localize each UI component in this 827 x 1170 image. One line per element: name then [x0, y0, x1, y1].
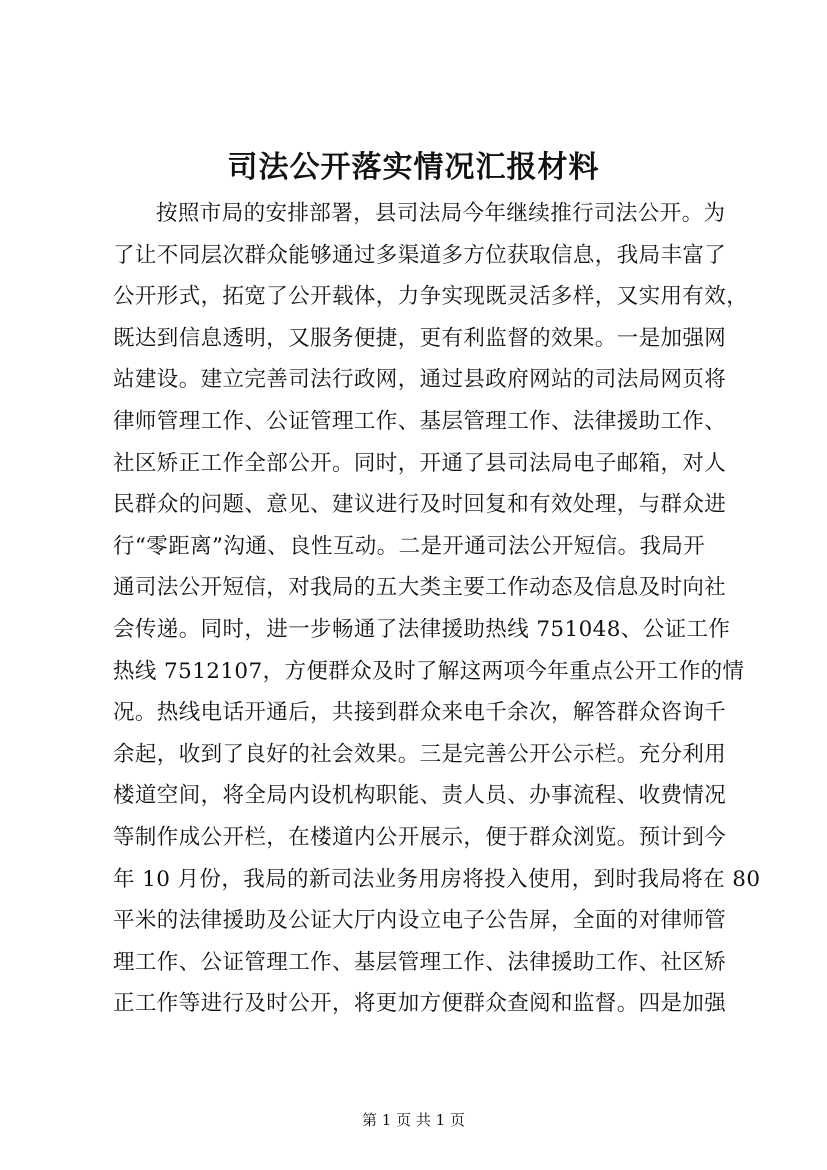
body-line: 会传递。同时，进一步畅通了法律援助热线 751048、公证工作	[113, 616, 731, 642]
page-number-label: 第 1 页 共 1 页	[362, 1111, 465, 1129]
body-line: 楼道空间，将全局内设机构职能、责人员、办事流程、收费情况	[113, 783, 727, 809]
body-line: 平米的法律援助及公证大厅内设立电子公告屏，全面的对律师管	[113, 908, 727, 934]
body-line: 站建设。建立完善司法行政网，通过县政府网站的司法局网页将	[113, 367, 727, 393]
body-line: 理工作、公证管理工作、基层管理工作、法律援助工作、社区矫	[113, 949, 727, 975]
page-footer	[0, 1108, 827, 1132]
body-line: 正工作等进行及时公开，将更加方便群众查阅和监督。四是加强	[113, 991, 727, 1017]
document-title: 司法公开落实情况汇报材料	[227, 150, 600, 185]
body-line: 等制作成公开栏，在楼道内公开展示，便于群众浏览。预计到今	[113, 824, 727, 850]
body-line: 热线 7512107，方便群众及时了解这两项今年重点公开工作的情	[113, 658, 745, 684]
body-line: 通司法公开短信，对我局的五大类主要工作动态及信息及时向社	[113, 575, 727, 601]
body-line: 年 10 月份，我局的新司法业务用房将投入使用，到时我局将在 80	[113, 866, 761, 892]
body-line: 了让不同层次群众能够通过多渠道多方位获取信息，我局丰富了	[113, 242, 727, 268]
body-line: 行“零距离”沟通、良性互动。二是开通司法公开短信。我局开	[113, 533, 706, 559]
body-line: 社区矫正工作全部公开。同时，开通了县司法局电子邮箱，对人	[113, 450, 727, 476]
body-line: 既达到信息透明，又服务便捷，更有利监督的效果。一是加强网	[113, 325, 727, 351]
body-line: 律师管理工作、公证管理工作、基层管理工作、法律援助工作、	[113, 408, 727, 434]
body-line: 民群众的问题、意见、建议进行及时回复和有效处理，与群众进	[113, 492, 727, 518]
body-line: 余起，收到了良好的社会效果。三是完善公开公示栏。充分利用	[113, 741, 727, 767]
document-body	[113, 193, 761, 1025]
body-line: 按照市局的安排部署，县司法局今年继续推行司法公开。为	[156, 201, 726, 226]
body-line: 公开形式，拓宽了公开载体，力争实现既灵活多样，又实用有效，	[113, 284, 749, 310]
body-line: 况。热线电话开通后，共接到群众来电千余次，解答群众咨询千	[113, 700, 727, 726]
